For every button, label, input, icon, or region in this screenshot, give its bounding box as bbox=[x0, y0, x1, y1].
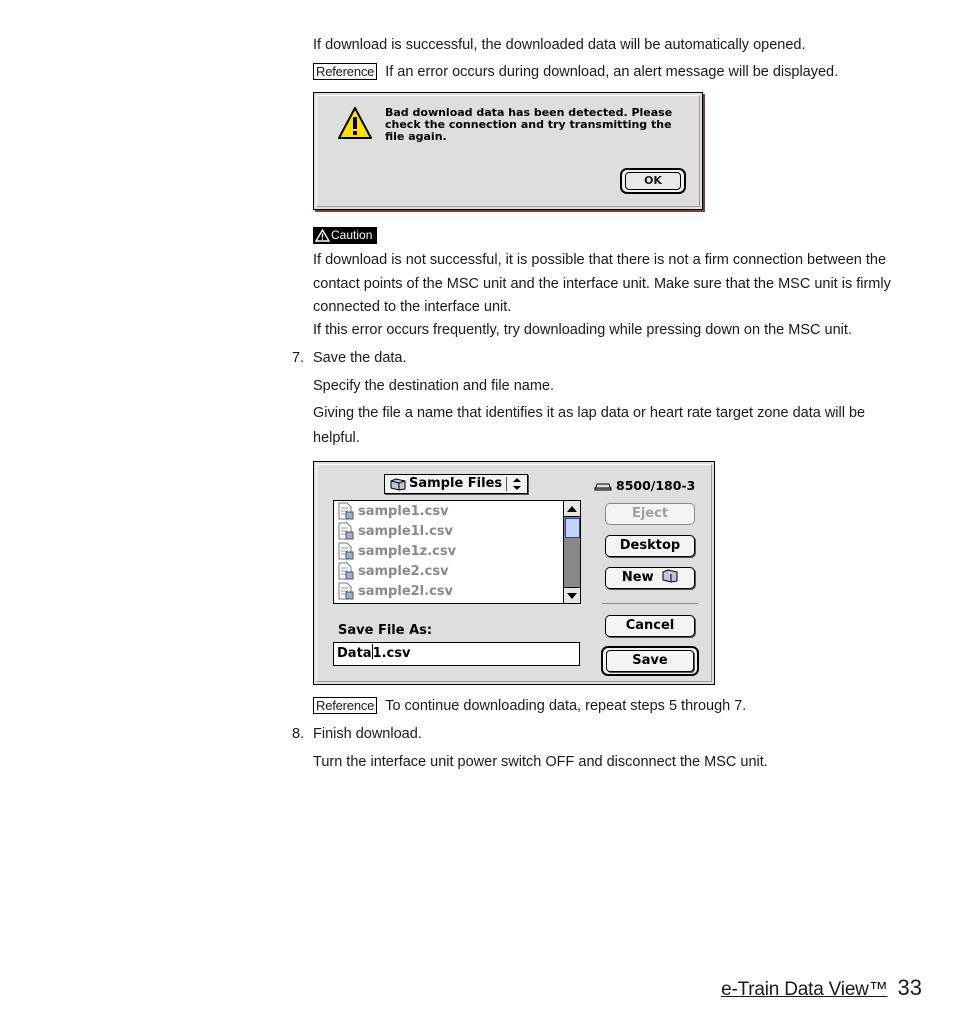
save-button[interactable] bbox=[601, 646, 699, 676]
step-title: Finish download. bbox=[313, 726, 422, 742]
arrow-down-icon bbox=[567, 593, 577, 599]
download-success-text: If download is successful, the downloaded data will be automatically opened. bbox=[313, 37, 806, 53]
caution-triangle-icon bbox=[315, 229, 330, 242]
folder-icon bbox=[390, 478, 406, 491]
reference-tag: Reference bbox=[313, 63, 377, 80]
save-button-label: Save bbox=[606, 650, 694, 672]
document-icon bbox=[337, 502, 354, 520]
filename-text-before-caret: Data bbox=[337, 646, 372, 661]
reference-continue-note bbox=[313, 696, 746, 716]
scroll-down-button[interactable] bbox=[564, 587, 580, 603]
scroll-up-button[interactable] bbox=[564, 501, 580, 517]
page-number: 33 bbox=[897, 975, 922, 1000]
reference-text: To continue downloading data, repeat steps 5 through 7. bbox=[385, 698, 747, 714]
step-instruction: helpful. bbox=[313, 430, 360, 446]
button-divider bbox=[602, 603, 698, 604]
ok-button[interactable] bbox=[620, 168, 686, 194]
caution-badge bbox=[313, 227, 377, 244]
file-name: sample2l.csv bbox=[358, 583, 453, 599]
step-instruction: Turn the interface unit power switch OFF and disconnect the MSC unit. bbox=[313, 754, 768, 770]
save-file-dialog bbox=[313, 461, 715, 685]
file-list-item[interactable] bbox=[337, 541, 456, 561]
file-name: sample1z.csv bbox=[358, 543, 457, 559]
caution-label: Caution bbox=[331, 228, 373, 242]
document-icon bbox=[337, 562, 354, 580]
document-icon bbox=[337, 522, 354, 540]
file-list-item[interactable] bbox=[337, 521, 453, 541]
error-alert-dialog bbox=[313, 92, 703, 210]
hard-disk-icon bbox=[594, 481, 612, 491]
disk-label bbox=[594, 478, 695, 493]
file-list-item[interactable] bbox=[337, 501, 449, 521]
file-name: sample1.csv bbox=[358, 503, 449, 519]
folder-popup-label: Sample Files bbox=[409, 476, 503, 491]
document-icon bbox=[337, 582, 354, 600]
filename-input[interactable] bbox=[333, 642, 580, 666]
step-instruction: Specify the destination and file name. bbox=[313, 378, 555, 394]
file-list-item[interactable] bbox=[337, 561, 449, 581]
filename-text-after-caret: 1.csv bbox=[372, 646, 411, 661]
arrow-up-icon bbox=[567, 506, 577, 512]
updown-arrows-icon bbox=[512, 477, 522, 491]
caution-line: If this error occurs frequently, try downloading while pressing down on the MSC unit. bbox=[313, 322, 852, 338]
reference-text: If an error occurs during download, an alert message will be displayed. bbox=[385, 64, 839, 80]
new-folder-label: New bbox=[621, 570, 654, 585]
step-instruction: Giving the file a name that identifies it as lap data or heart rate target zone data will be bbox=[313, 405, 866, 421]
scroll-thumb[interactable] bbox=[565, 518, 580, 538]
reference-alert-note bbox=[313, 62, 838, 82]
reference-tag: Reference bbox=[313, 697, 377, 714]
new-folder-button[interactable] bbox=[605, 567, 695, 589]
new-folder-icon bbox=[662, 569, 678, 583]
file-name: sample2.csv bbox=[358, 563, 449, 579]
manual-title: e-Train Data View™ bbox=[721, 979, 888, 1000]
file-list-item[interactable] bbox=[337, 581, 453, 601]
warning-icon bbox=[338, 107, 372, 139]
caution-line: If download is not successful, it is possible that there is not a firm connection between the bbox=[313, 252, 887, 268]
file-name: sample1l.csv bbox=[358, 523, 453, 539]
cancel-button[interactable]: Cancel bbox=[605, 615, 695, 637]
folder-popup-menu[interactable] bbox=[384, 474, 528, 494]
save-as-label: Save File As: bbox=[338, 623, 433, 638]
file-list[interactable] bbox=[333, 500, 581, 604]
eject-button[interactable]: Eject bbox=[605, 503, 695, 525]
page-footer bbox=[721, 975, 922, 1001]
document-icon bbox=[337, 542, 354, 560]
step-number: 7. bbox=[292, 350, 305, 366]
alert-message: Bad download data has been detected. Please check the connection and try transmitting the file again. bbox=[385, 106, 673, 143]
desktop-button[interactable]: Desktop bbox=[605, 535, 695, 557]
ok-button-label: OK bbox=[625, 172, 681, 190]
caution-line: contact points of the MSC unit and the interface unit. Make sure that the MSC unit is firmly bbox=[313, 276, 891, 292]
caution-line: connected to the interface unit. bbox=[313, 299, 512, 315]
step-title: Save the data. bbox=[313, 350, 407, 366]
step-number: 8. bbox=[292, 726, 305, 742]
disk-name: 8500/180-3 bbox=[616, 478, 696, 493]
file-list-scrollbar[interactable] bbox=[563, 501, 581, 603]
